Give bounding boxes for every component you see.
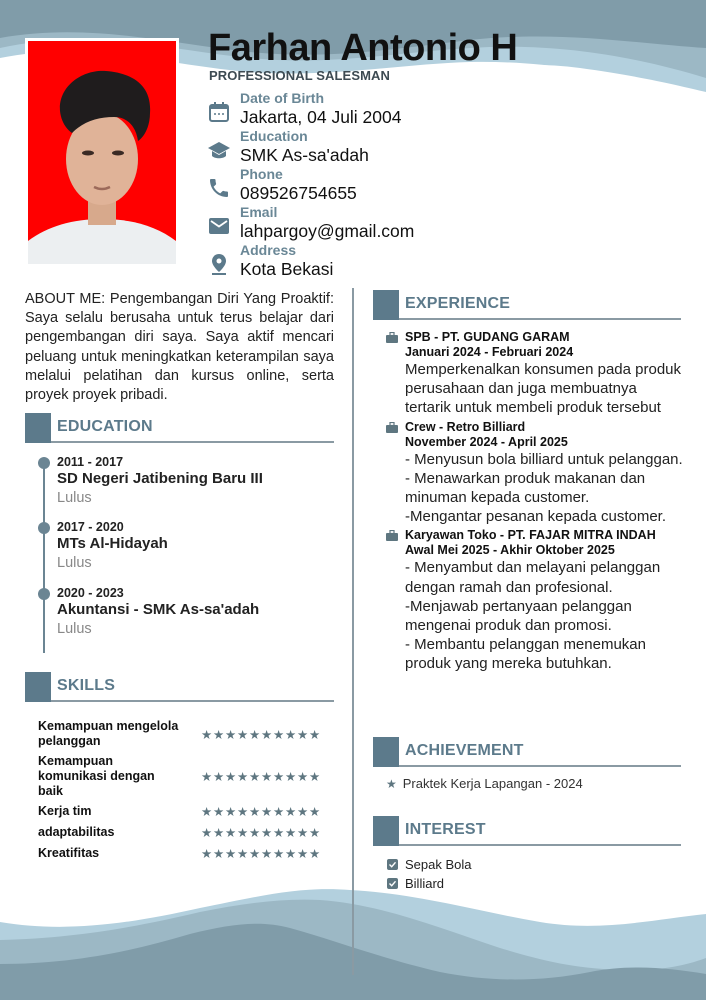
section-header-achievement	[373, 737, 681, 767]
education-status: Lulus	[57, 621, 92, 637]
section-header-skills	[25, 672, 334, 702]
experience-title: Crew - Retro Billiard	[405, 419, 526, 434]
skill-name: Kerja tim	[38, 804, 92, 818]
interest-item	[387, 855, 472, 874]
experience-line: -Mengantar pesanan kepada customer.	[405, 508, 666, 526]
briefcase-icon	[386, 422, 398, 433]
experience-title: Karyawan Toko - PT. FAJAR MITRA INDAH	[405, 528, 656, 543]
contact-list	[207, 90, 414, 280]
skills-list	[38, 717, 334, 864]
section-marker	[25, 672, 51, 702]
experience-line: -Menjawab pertanyaan pelanggan mengenai produk dan promosi.	[405, 597, 632, 635]
skill-name: Kemampuan mengelola pelanggan	[38, 719, 179, 748]
skill-row	[38, 717, 334, 751]
education-timeline	[37, 455, 337, 653]
section-title: INTEREST	[405, 821, 486, 838]
experience-description	[405, 360, 686, 418]
section-marker	[373, 816, 399, 846]
skill-name: adaptabilitas	[38, 825, 115, 839]
contact-label: Phone	[240, 166, 283, 182]
experience-description	[405, 558, 686, 673]
section-title: SKILLS	[57, 677, 116, 694]
section-rule	[399, 765, 681, 767]
contact-email	[207, 204, 414, 242]
education-years: 2017 - 2020	[57, 520, 124, 534]
experience-item	[386, 330, 686, 418]
column-divider	[352, 288, 354, 975]
interest-list	[387, 855, 472, 893]
timeline-line	[43, 460, 45, 653]
education-years: 2020 - 2023	[57, 586, 124, 600]
experience-date: Awal Mei 2025 - Akhir Oktober 2025	[405, 543, 615, 558]
person-portrait-icon	[28, 41, 176, 264]
contact-value: Kota Bekasi	[240, 259, 334, 279]
email-icon	[207, 214, 231, 238]
section-title: ACHIEVEMENT	[405, 742, 524, 759]
education-years: 2011 - 2017	[57, 455, 124, 469]
section-header-education	[25, 413, 334, 443]
experience-line: - Membantu pelanggan menemukan produk yang mereka butuhkan.	[405, 636, 646, 673]
skill-row	[38, 751, 334, 801]
education-school: SD Negeri Jatibening Baru III	[57, 470, 263, 487]
experience-item	[386, 420, 686, 527]
education-status: Lulus	[57, 490, 92, 506]
contact-address	[207, 242, 414, 280]
profile-photo	[28, 41, 176, 264]
education-school: MTs Al-Hidayah	[57, 535, 168, 552]
section-marker	[25, 413, 51, 443]
experience-item	[386, 528, 686, 673]
skill-rating-stars: ★★★★★★★★★★	[201, 769, 322, 784]
briefcase-icon	[386, 530, 398, 541]
section-rule	[399, 318, 681, 320]
experience-date: November 2024 - April 2025	[405, 434, 568, 449]
candidate-name: Farhan Antonio H	[208, 27, 518, 69]
interest-text: Billiard	[405, 876, 445, 891]
section-title: EXPERIENCE	[405, 295, 511, 312]
contact-label: Education	[240, 128, 308, 144]
contact-education	[207, 128, 414, 166]
education-school: Akuntansi - SMK As-sa'adah	[57, 601, 260, 618]
experience-line: Memperkenalkan konsumen pada produk perusahaan dan juga membuatnya tertarik untuk membeli produk tersebut	[405, 361, 681, 417]
interest-text: Sepak Bola	[405, 857, 472, 872]
section-title: EDUCATION	[57, 418, 153, 435]
profile-photo-frame	[25, 38, 179, 267]
skill-row	[38, 822, 334, 843]
experience-line: - Menyusun bola billiard untuk pelanggan.	[405, 450, 683, 468]
section-header-interest	[373, 816, 681, 846]
skill-name: Kemampuan komunikasi dengan baik	[38, 753, 155, 798]
contact-phone	[207, 166, 414, 204]
section-rule	[51, 700, 334, 702]
skill-rating-stars: ★★★★★★★★★★	[201, 847, 322, 861]
achievement-text: Praktek Kerja Lapangan - 2024	[402, 776, 583, 791]
checkbox-checked-icon	[387, 859, 398, 870]
education-status: Lulus	[57, 555, 92, 571]
about-me-text: ABOUT ME: Pengembangan Diri Yang Proaktif: Saya selalu berusaha untuk terus belajar dari pengembangan diri saya. Saya aktif mencari peluang untuk meningkatkan keterampilan saya melalui pelatihan dan kursus online, serta proyek proyek pribadi.	[25, 291, 334, 404]
contact-value: 089526754655	[240, 183, 357, 203]
section-header-experience	[373, 290, 681, 320]
checkbox-checked-icon	[387, 878, 398, 889]
skill-rating-stars: ★★★★★★★★★★	[201, 727, 322, 742]
contact-value: Jakarta, 04 Juli 2004	[240, 107, 402, 127]
experience-description	[405, 450, 686, 527]
achievement-item	[386, 776, 583, 791]
contact-label: Date of Birth	[240, 90, 324, 106]
experience-line: - Menawarkan produk makanan dan minuman kepada customer.	[405, 469, 646, 507]
contact-value: SMK As-sa'adah	[240, 145, 369, 165]
section-rule	[51, 441, 334, 443]
skill-row	[38, 843, 334, 864]
contact-label: Email	[240, 204, 278, 220]
timeline-dot	[38, 588, 50, 600]
phone-icon	[207, 176, 231, 200]
briefcase-icon	[386, 332, 398, 343]
location-pin-icon	[207, 252, 231, 276]
star-icon: ★	[386, 777, 397, 791]
graduation-cap-icon	[207, 138, 231, 162]
experience-list	[386, 330, 686, 674]
interest-item	[387, 874, 472, 893]
contact-value[interactable]: lahpargoy@gmail.com	[240, 221, 415, 241]
section-marker	[373, 737, 399, 767]
candidate-role: PROFESSIONAL SALESMAN	[209, 68, 390, 83]
calendar-icon	[207, 100, 231, 124]
timeline-dot	[38, 522, 50, 534]
skill-rating-stars: ★★★★★★★★★★	[201, 805, 322, 819]
skill-name: Kreatifitas	[38, 846, 100, 860]
timeline-dot	[38, 457, 50, 469]
skill-rating-stars: ★★★★★★★★★★	[201, 826, 322, 840]
section-marker	[373, 290, 399, 320]
experience-date: Januari 2024 - Februari 2024	[405, 345, 574, 359]
section-rule	[399, 844, 681, 846]
experience-title: SPB - PT. GUDANG GARAM	[405, 330, 570, 344]
contact-date-of-birth	[207, 90, 414, 128]
skill-row	[38, 801, 334, 822]
experience-line: - Menyambut dan melayani pelanggan dengan ramah dan profesional.	[405, 559, 661, 596]
contact-label: Address	[240, 242, 297, 258]
